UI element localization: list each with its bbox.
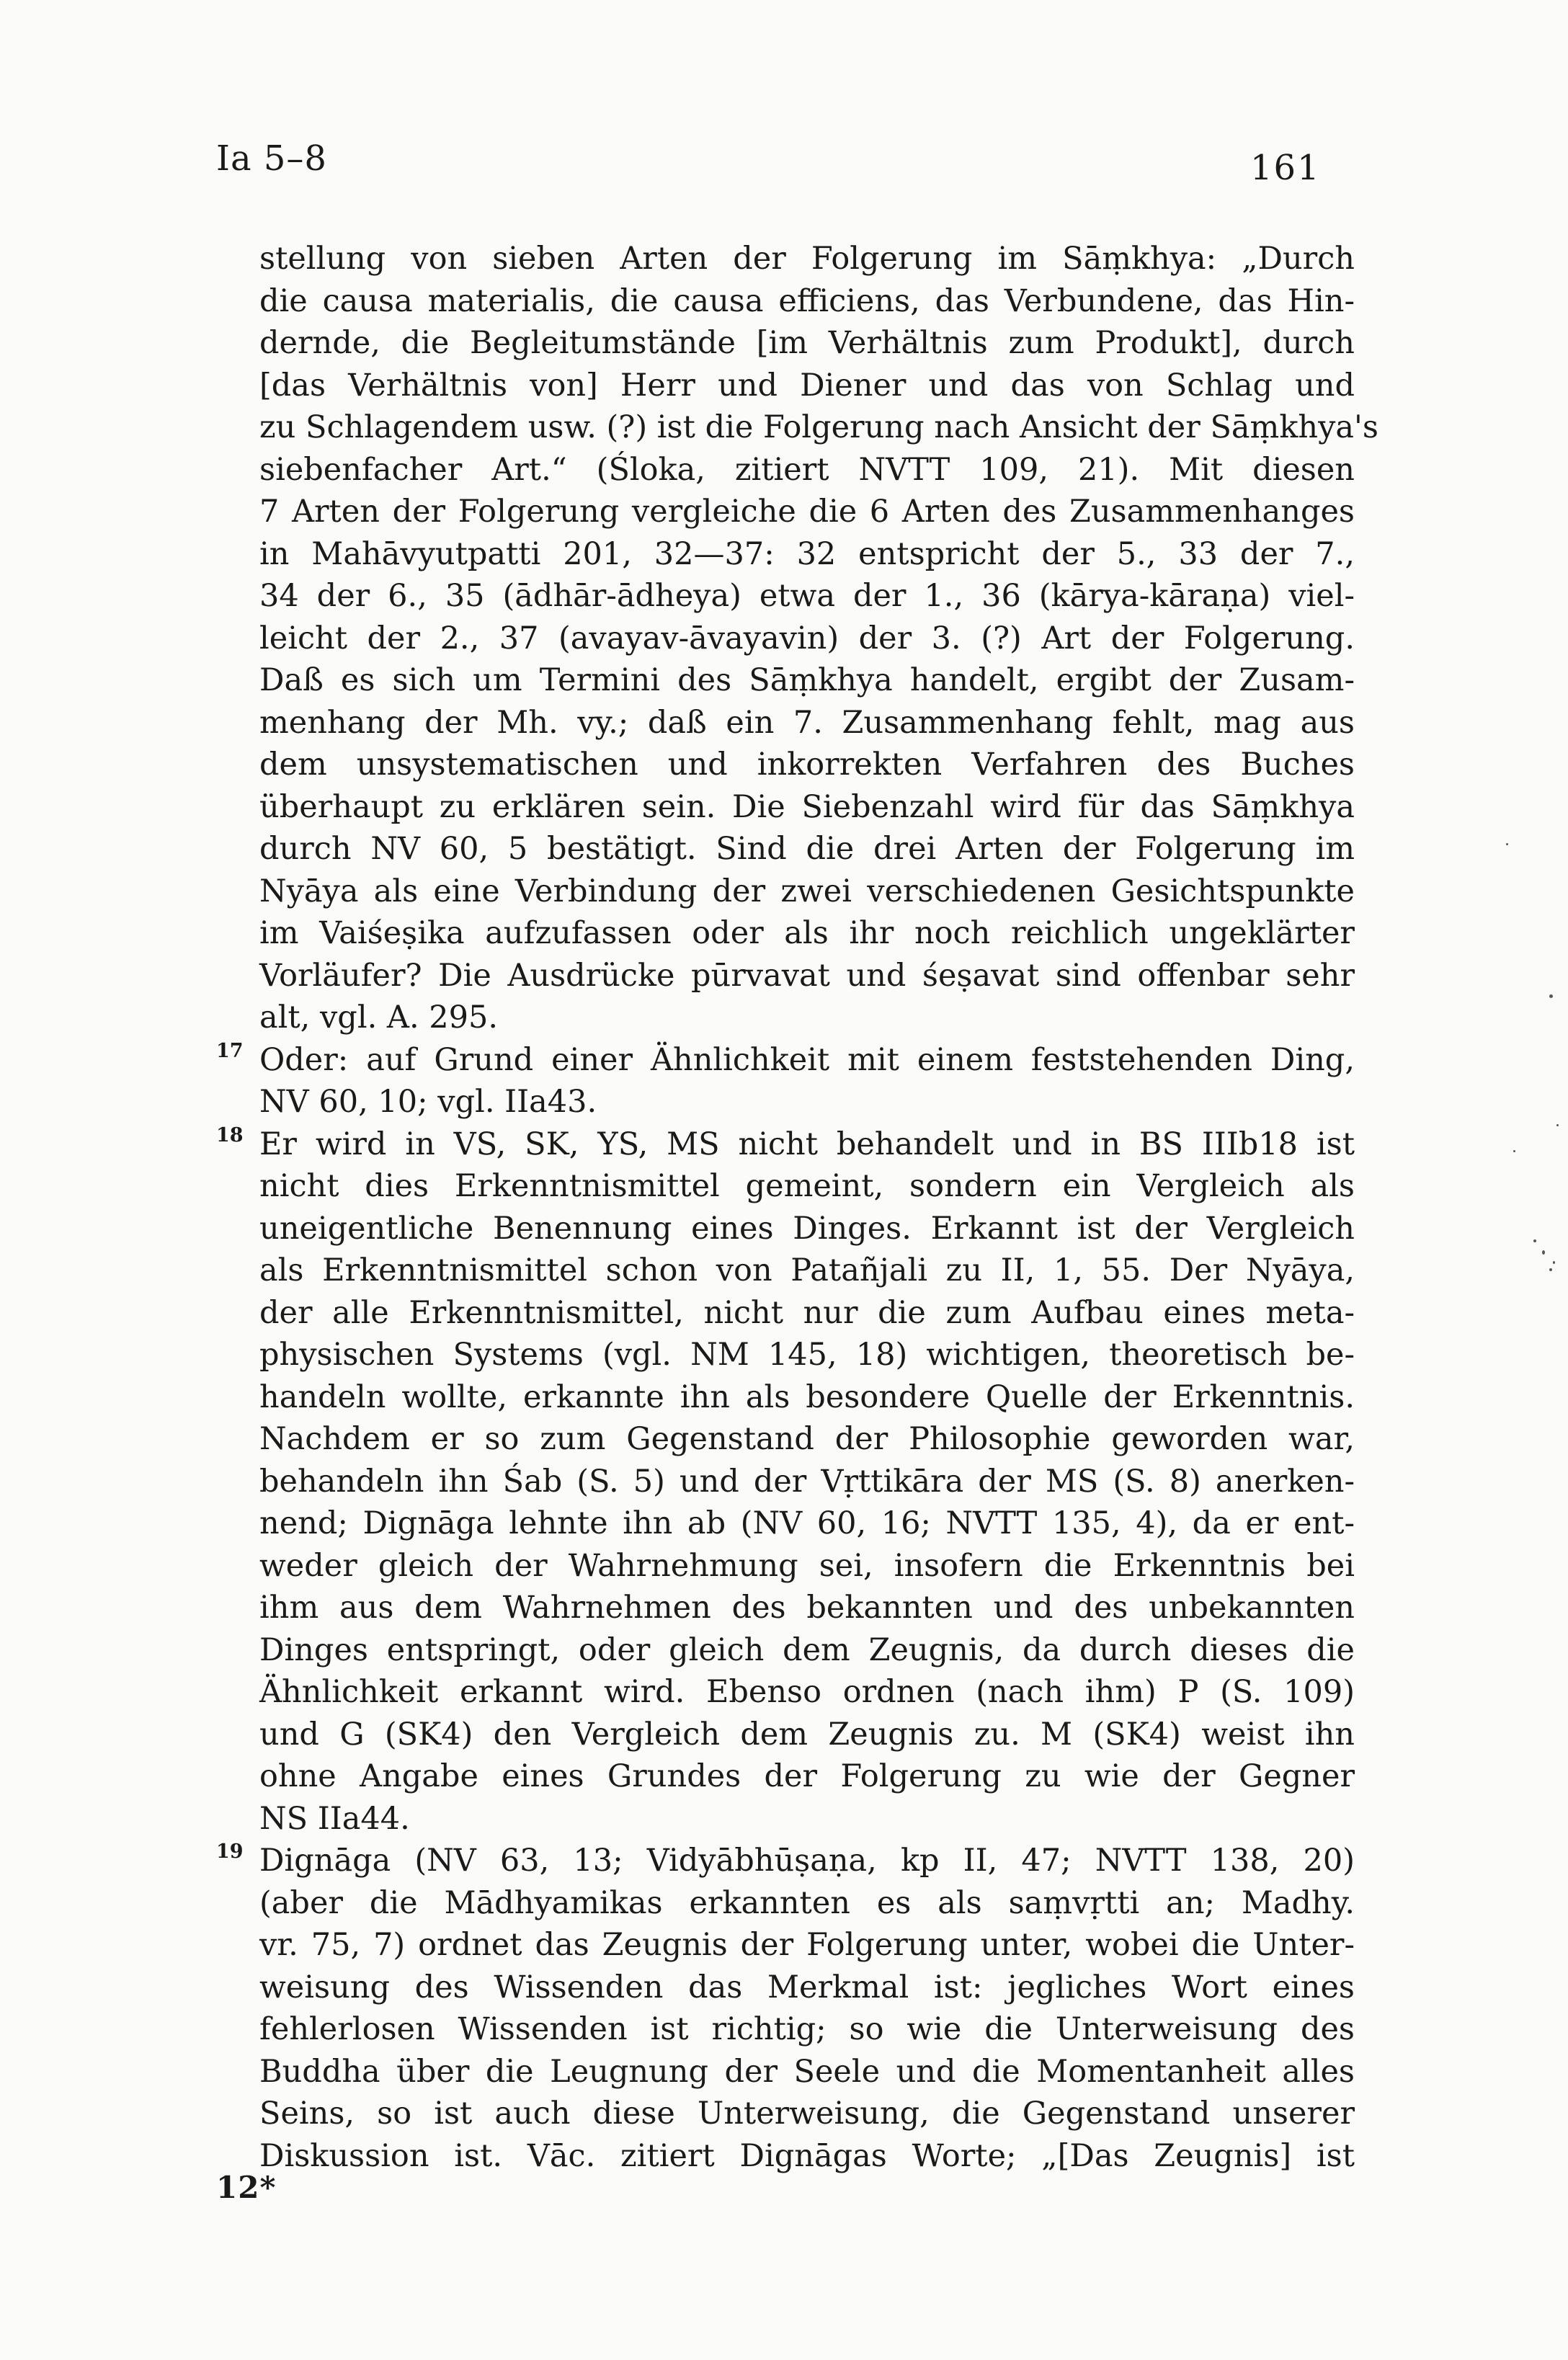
text-line: ohne Angabe eines Grundes der Folgerung zu wie der Gegner	[259, 1758, 1355, 1794]
text-line: Seins, so ist auch diese Unterweisung, die Gegenstand unserer	[259, 2096, 1355, 2132]
scan-speck	[1549, 994, 1553, 998]
scan-speck	[1556, 1124, 1559, 1126]
text-line: NS IIa44.	[259, 1800, 410, 1837]
text-line: Dignāga (NV 63, 13; Vidyābhūṣaṇa, kp II, 47; NVTT 138, 20)	[259, 1843, 1355, 1879]
running-header-section: Ia 5–8	[216, 138, 327, 179]
text-line: Nachdem er so zum Gegenstand der Philosophie geworden war,	[259, 1421, 1355, 1457]
footnote-17	[216, 1039, 1355, 1123]
text-line: nicht dies Erkenntnismittel gemeint, sondern ein Vergleich als	[259, 1168, 1355, 1204]
text-line: Dinges entspringt, oder gleich dem Zeugnis, da durch dieses die	[259, 1631, 1355, 1668]
scan-speck	[1513, 1150, 1515, 1152]
text-line: überhaupt zu erklären sein. Die Siebenzahl wird für das Sāṃkhya	[259, 788, 1355, 825]
text-line: Er wird in VS, SK, YS, MS nicht behandelt und in BS IIIb18 ist	[259, 1126, 1355, 1162]
text-line: zu Schlagendem usw. (?) ist die Folgerung nach Ansicht der Sāṃkhya's	[259, 409, 1378, 445]
scan-speck	[1549, 1268, 1552, 1271]
text-line: stellung von sieben Arten der Folgerung im Sāṃkhya: „Durch	[259, 241, 1355, 277]
text-line: und G (SK4) den Vergleich dem Zeugnis zu. M (SK4) weist ihn	[259, 1716, 1355, 1753]
continued-footnote	[259, 238, 1378, 1039]
text-line: Diskussion ist. Vāc. zitiert Dignāgas Worte; „[Das Zeugnis] ist	[259, 2137, 1355, 2174]
text-line: physischen Systems (vgl. NM 145, 18) wichtigen, theoretisch be-	[259, 1337, 1355, 1373]
text-line: im Vaiśeṣika aufzufassen oder als ihr noch reichlich ungeklärter	[259, 915, 1355, 951]
text-line: [das Verhältnis von] Herr und Diener und das von Schlag und	[259, 367, 1355, 404]
text-line: nend; Dignāga lehnte ihn ab (NV 60, 16; NVTT 135, 4), da er ent-	[259, 1505, 1355, 1541]
scan-speck	[1506, 843, 1508, 845]
text-line: NV 60, 10; vgl. IIa43.	[259, 1084, 597, 1120]
footnote-19	[216, 1840, 1355, 2177]
text-line: als Erkenntnismittel schon von Patañjali zu II, 1, 55. Der Nyāya,	[259, 1252, 1355, 1288]
text-line: siebenfacher Art.“ (Śloka, zitiert NVTT 109, 21). Mit diesen	[259, 451, 1355, 488]
footnote-number: 17	[216, 1039, 244, 1062]
text-line: menhang der Mh. vy.; daß ein 7. Zusammenhang fehlt, mag aus	[259, 704, 1355, 741]
scan-speck	[1542, 1250, 1545, 1255]
text-line: vr. 75, 7) ordnet das Zeugnis der Folgerung unter, wobei die Unter-	[259, 1927, 1355, 1963]
text-line: weder gleich der Wahrnehmung sei, insofern die Erkenntnis bei	[259, 1547, 1355, 1584]
text-line: 34 der 6., 35 (ādhār-ādheya) etwa der 1., 36 (kārya-kāraṇa) viel-	[259, 578, 1355, 614]
text-line: in Mahāvyutpatti 201, 32—37: 32 entspricht der 5., 33 der 7.,	[259, 535, 1355, 572]
scan-speck	[1553, 1261, 1555, 1264]
page-number: 161	[1250, 148, 1321, 188]
text-line: Nyāya als eine Verbindung der zwei verschiedenen Gesichtspunkte	[259, 873, 1355, 909]
text-line: die causa materialis, die causa efficiens, das Verbundene, das Hin-	[259, 282, 1355, 319]
text-line: Daß es sich um Termini des Sāṃkhya handelt, ergibt der Zusam-	[259, 662, 1355, 698]
text-line: behandeln ihn Śab (S. 5) und der Vṛttikāra der MS (S. 8) anerken-	[259, 1463, 1355, 1500]
footnote-text-body	[216, 238, 1378, 2177]
text-line: ihm aus dem Wahrnehmen des bekannten und des unbekannten	[259, 1590, 1355, 1626]
text-line: Oder: auf Grund einer Ähnlichkeit mit einem feststehenden Ding,	[259, 1041, 1355, 1078]
text-line: alt, vgl. A. 295.	[259, 999, 499, 1036]
text-line: uneigentliche Benennung eines Dinges. Erkannt ist der Vergleich	[259, 1210, 1355, 1247]
text-line: fehlerlosen Wissenden ist richtig; so wie die Unterweisung des	[259, 2011, 1355, 2047]
text-line: dernde, die Begleitumstände [im Verhältnis zum Produkt], durch	[259, 325, 1355, 361]
text-line: (aber die Mādhyamikas erkannten es als saṃvṛtti an; Madhy.	[259, 1884, 1355, 1921]
footnote-number: 18	[216, 1123, 244, 1146]
text-line: weisung des Wissenden das Merkmal ist: jegliches Wort eines	[259, 1969, 1355, 2005]
text-line: Buddha über die Leugnung der Seele und die Momentanheit alles	[259, 2053, 1355, 2090]
footnote-18	[216, 1123, 1355, 1840]
text-line: dem unsystematischen und inkorrekten Verfahren des Buches	[259, 747, 1355, 783]
text-line: der alle Erkenntnismittel, nicht nur die zum Aufbau eines meta-	[259, 1294, 1355, 1331]
text-line: durch NV 60, 5 bestätigt. Sind die drei Arten der Folgerung im	[259, 831, 1355, 867]
text-line: leicht der 2., 37 (avayav-āvayavin) der 3. (?) Art der Folgerung.	[259, 620, 1355, 656]
footnote-number: 19	[216, 1840, 244, 1863]
text-line: handeln wollte, erkannte ihn als besondere Quelle der Erkenntnis.	[259, 1379, 1355, 1415]
text-line: Ähnlichkeit erkannt wird. Ebenso ordnen (nach ihm) P (S. 109)	[259, 1674, 1355, 1710]
text-line: 7 Arten der Folgerung vergleiche die 6 Arten des Zusammenhanges	[259, 494, 1355, 530]
printer-signature-mark: 12*	[216, 2170, 277, 2205]
text-line: Vorläufer? Die Ausdrücke pūrvavat und śeṣavat sind offenbar sehr	[259, 957, 1355, 994]
scan-speck	[1533, 1239, 1536, 1242]
